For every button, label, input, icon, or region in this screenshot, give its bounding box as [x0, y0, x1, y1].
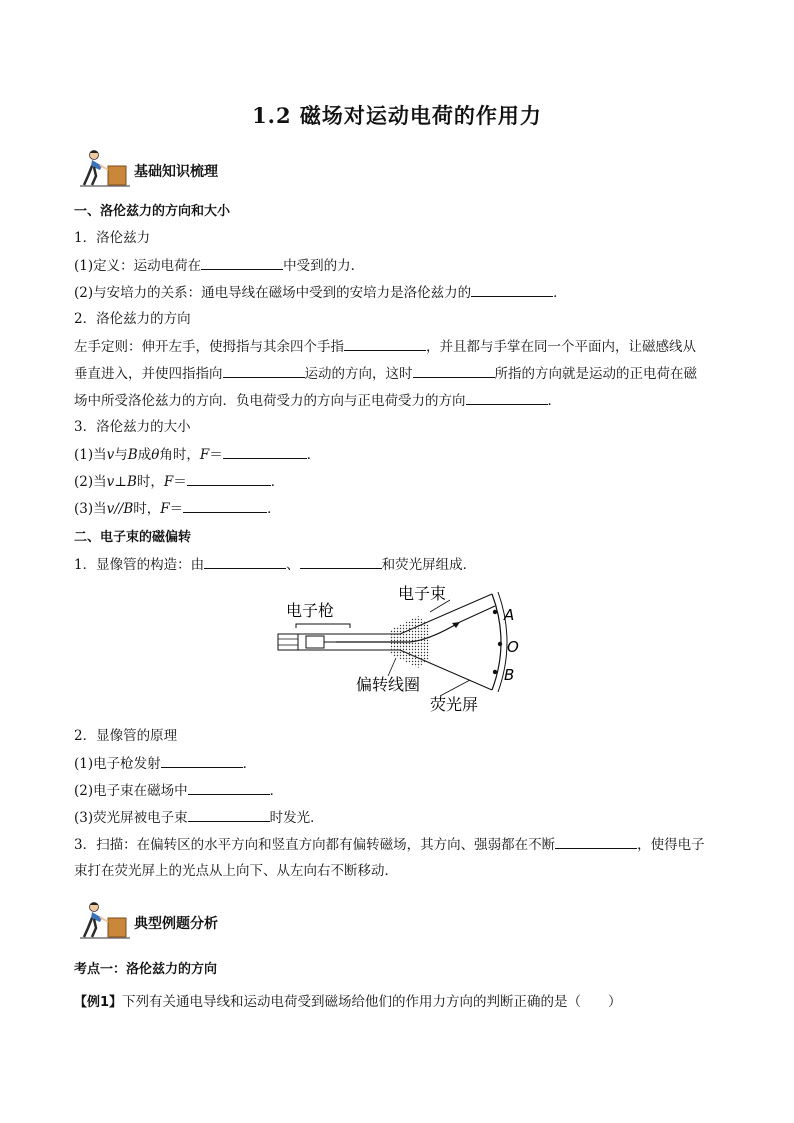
answer-blank[interactable]	[300, 554, 382, 569]
answer-blank[interactable]	[555, 834, 637, 849]
part2-p3-line1: 3．扫描：在偏转区的水平方向和竖直方向都有偏转磁场，其方向、强弱都在不断 ，使得电子	[74, 834, 724, 855]
part1-s2-line3: 场中所受洛伦兹力的方向．负电荷受力的方向与正电荷受力的方向 ．	[74, 390, 724, 411]
part1-s1-2: (2)与安培力的关系：通电导线在磁场中受到的安培力是洛伦兹力的 ．	[74, 282, 724, 303]
part1-s3-3: (3)当v//B时，F＝ ．	[74, 498, 724, 519]
answer-blank[interactable]	[413, 363, 495, 378]
answer-blank[interactable]	[188, 780, 270, 795]
label-screen: 荧光屏	[430, 695, 479, 714]
answer-blank[interactable]	[223, 444, 307, 459]
section-label: 典型例题分析	[134, 916, 218, 932]
part1-s2-line2: 垂直进入，并使四指指向 运动的方向，这时 所指的方向就是运动的正电荷在磁	[74, 363, 724, 384]
part2-p2: 2．显像管的原理	[74, 728, 178, 744]
part1-s2: 2．洛伦兹力的方向	[74, 311, 191, 327]
point-A	[493, 610, 497, 614]
part2-heading: 二、电子束的磁偏转	[74, 530, 192, 545]
boy-pushing-box-icon	[78, 900, 132, 942]
part1-s2-line1: 左手定则：伸开左手，使拇指与其余四个手指 ，并且都与手掌在同一个平面内，让磁感线从	[74, 336, 724, 357]
boy-pushing-box-icon	[78, 148, 132, 190]
section-label: 基础知识梳理	[134, 164, 218, 180]
part2-p1: 1．显像管的构造：由 、 和荧光屏组成．	[74, 554, 724, 575]
answer-blank[interactable]	[161, 753, 243, 768]
examples-point1: 考点一：洛伦兹力的方向	[74, 962, 218, 977]
part1-s3-1: (1)当v与B成θ角时，F＝ ．	[74, 444, 724, 465]
answer-blank[interactable]	[188, 807, 270, 822]
part1-s3: 3．洛伦兹力的大小	[74, 419, 191, 435]
gun-electrode	[306, 636, 324, 648]
section-header-examples	[78, 900, 378, 944]
part1-s1-1: (1)定义：运动电荷在 中受到的力．	[74, 255, 724, 276]
section-header-basic	[78, 148, 378, 192]
part2-p2-1: (1)电子枪发射 ．	[74, 753, 724, 774]
answer-blank[interactable]	[183, 498, 267, 513]
answer-blank[interactable]	[187, 471, 271, 486]
label-B: B	[504, 666, 515, 684]
label-electron-beam: 电子束	[398, 584, 447, 603]
page-title: 1.2 磁场对运动电荷的作用力	[252, 103, 542, 128]
answer-blank[interactable]	[344, 336, 426, 351]
label-A: A	[504, 606, 515, 624]
part1-s1: 1．洛伦兹力	[74, 230, 151, 246]
answer-blank[interactable]	[201, 255, 283, 270]
part1-heading: 一、洛伦兹力的方向和大小	[74, 204, 231, 219]
tube-base	[278, 634, 298, 650]
label-deflection-coil: 偏转线圈	[356, 675, 421, 694]
part2-p3-line2: 束打在荧光屏上的光点从上向下、从左向右不断移动．	[74, 863, 398, 879]
point-B	[493, 670, 497, 674]
label-electron-gun: 电子枪	[286, 601, 335, 620]
answer-blank[interactable]	[204, 554, 286, 569]
part2-p2-3: (3)荧光屏被电子束 时发光．	[74, 807, 724, 828]
answer-blank[interactable]	[466, 390, 548, 405]
crt-diagram	[270, 582, 540, 714]
label-O: O	[507, 638, 519, 656]
part1-s3-2: (2)当v⊥B时，F＝ ．	[74, 471, 724, 492]
example-1: 【例1】下列有关通电导线和运动电荷受到磁场给他们的作用力方向的判断正确的是（ ）	[74, 994, 622, 1010]
point-O	[498, 642, 502, 646]
gun-bracket	[296, 624, 350, 628]
answer-blank[interactable]	[471, 282, 553, 297]
answer-blank[interactable]	[223, 363, 305, 378]
part2-p2-2: (2)电子束在磁场中 ．	[74, 780, 724, 801]
